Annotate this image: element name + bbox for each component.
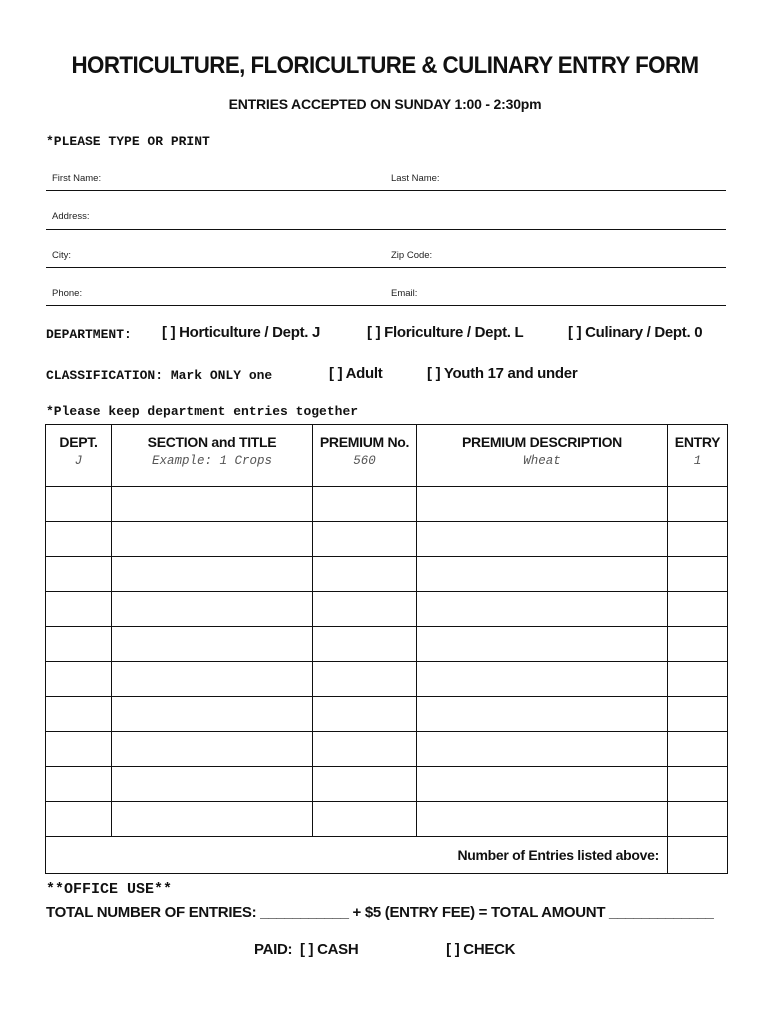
phone-label: Phone: <box>52 288 83 299</box>
cell-premium-description[interactable] <box>417 767 668 802</box>
cell-dept[interactable] <box>46 557 112 592</box>
cell-premium-description[interactable] <box>417 627 668 662</box>
cell-entry[interactable] <box>668 557 728 592</box>
entry-count-label: Number of Entries listed above: <box>46 837 668 874</box>
cell-premium-no[interactable] <box>313 802 417 837</box>
table-row <box>46 592 728 627</box>
cell-section[interactable] <box>112 802 313 837</box>
cell-premium-no[interactable] <box>313 487 417 522</box>
cell-premium-no[interactable] <box>313 732 417 767</box>
paid-label: PAID: <box>254 941 293 958</box>
cell-dept[interactable] <box>46 802 112 837</box>
cell-section[interactable] <box>112 767 313 802</box>
cell-entry[interactable] <box>668 592 728 627</box>
cell-premium-no[interactable] <box>313 557 417 592</box>
zip-code-label: Zip Code: <box>391 250 433 261</box>
cell-dept[interactable] <box>46 662 112 697</box>
cell-entry[interactable] <box>668 662 728 697</box>
table-row <box>46 767 728 802</box>
cell-section[interactable] <box>112 697 313 732</box>
cell-entry[interactable] <box>668 487 728 522</box>
table-row <box>46 557 728 592</box>
city-label: City: <box>52 250 71 261</box>
cell-premium-description[interactable] <box>417 732 668 767</box>
email-label: Email: <box>391 288 418 299</box>
paid-line <box>254 941 515 958</box>
office-use-heading: **OFFICE USE** <box>46 881 173 898</box>
paid-cash-option[interactable]: [ ] CASH <box>299 941 359 958</box>
cell-premium-no[interactable] <box>313 522 417 557</box>
cell-dept[interactable] <box>46 627 112 662</box>
total-row <box>46 837 728 874</box>
cell-entry[interactable] <box>668 697 728 732</box>
cell-entry[interactable] <box>668 767 728 802</box>
first-name-label: First Name: <box>52 173 102 184</box>
type-print-instruction: *PLEASE TYPE OR PRINT <box>46 134 210 149</box>
col-header-entry: ENTRY 1 <box>668 425 728 487</box>
cell-dept[interactable] <box>46 697 112 732</box>
address-field-line[interactable] <box>46 229 726 230</box>
cell-premium-no[interactable] <box>313 767 417 802</box>
cell-section[interactable] <box>112 522 313 557</box>
table-row <box>46 732 728 767</box>
example-entry: 1 <box>693 454 702 468</box>
cell-premium-description[interactable] <box>417 522 668 557</box>
total-amount-line: TOTAL NUMBER OF ENTRIES: ___________ + $5 (ENTRY FEE) = TOTAL AMOUNT _____________ <box>46 904 714 921</box>
table-row <box>46 487 728 522</box>
form-title: HORTICULTURE, FLORICULTURE & CULINARY ENTRY FORM <box>71 52 699 79</box>
table-row <box>46 697 728 732</box>
last-name-label: Last Name: <box>391 173 440 184</box>
col-header-section: SECTION and TITLE Example: 1 Crops <box>112 425 313 487</box>
example-premium-no: 560 <box>353 454 376 468</box>
class-option-adult[interactable]: [ ] Adult <box>329 365 383 382</box>
dept-option-horticulture[interactable]: [ ] Horticulture / Dept. J <box>162 324 321 341</box>
table-row <box>46 522 728 557</box>
cell-premium-no[interactable] <box>313 662 417 697</box>
col-header-premium-description: PREMIUM DESCRIPTION Wheat <box>417 425 668 487</box>
form-subtitle: ENTRIES ACCEPTED ON SUNDAY 1:00 - 2:30pm <box>228 96 542 112</box>
example-premium-description: Wheat <box>523 454 561 468</box>
cell-dept[interactable] <box>46 487 112 522</box>
cell-premium-no[interactable] <box>313 697 417 732</box>
cell-dept[interactable] <box>46 732 112 767</box>
city-zip-field-line[interactable] <box>46 267 726 268</box>
cell-section[interactable] <box>112 662 313 697</box>
cell-entry[interactable] <box>668 627 728 662</box>
cell-entry[interactable] <box>668 802 728 837</box>
example-section: Example: 1 Crops <box>151 454 273 468</box>
cell-premium-description[interactable] <box>417 487 668 522</box>
col-header-dept: DEPT. J <box>46 425 112 487</box>
department-label: DEPARTMENT: <box>46 327 132 342</box>
cell-entry[interactable] <box>668 732 728 767</box>
cell-premium-no[interactable] <box>313 592 417 627</box>
cell-premium-description[interactable] <box>417 697 668 732</box>
cell-premium-description[interactable] <box>417 662 668 697</box>
cell-section[interactable] <box>112 627 313 662</box>
table-row <box>46 802 728 837</box>
cell-section[interactable] <box>112 487 313 522</box>
table-row <box>46 662 728 697</box>
cell-premium-description[interactable] <box>417 802 668 837</box>
col-header-premium-no: PREMIUM No. 560 <box>313 425 417 487</box>
entry-count-cell[interactable] <box>668 837 728 874</box>
cell-premium-description[interactable] <box>417 557 668 592</box>
name-field-line[interactable] <box>46 190 726 191</box>
table-header-row <box>46 425 728 487</box>
example-dept: J <box>74 454 83 468</box>
cell-premium-no[interactable] <box>313 627 417 662</box>
cell-section[interactable] <box>112 592 313 627</box>
dept-option-floriculture[interactable]: [ ] Floriculture / Dept. L <box>367 324 524 341</box>
table-note: *Please keep department entries together <box>46 404 359 419</box>
paid-check-option[interactable]: [ ] CHECK <box>446 941 516 958</box>
cell-section[interactable] <box>112 732 313 767</box>
cell-premium-description[interactable] <box>417 592 668 627</box>
cell-dept[interactable] <box>46 592 112 627</box>
table-row <box>46 627 728 662</box>
classification-label: CLASSIFICATION: Mark ONLY one <box>46 368 273 383</box>
cell-entry[interactable] <box>668 522 728 557</box>
address-label: Address: <box>52 211 90 222</box>
dept-option-culinary[interactable]: [ ] Culinary / Dept. 0 <box>568 324 703 341</box>
cell-section[interactable] <box>112 557 313 592</box>
cell-dept[interactable] <box>46 767 112 802</box>
phone-email-field-line[interactable] <box>46 305 726 306</box>
class-option-youth[interactable]: [ ] Youth 17 and under <box>427 365 578 382</box>
entries-table <box>45 424 728 874</box>
cell-dept[interactable] <box>46 522 112 557</box>
